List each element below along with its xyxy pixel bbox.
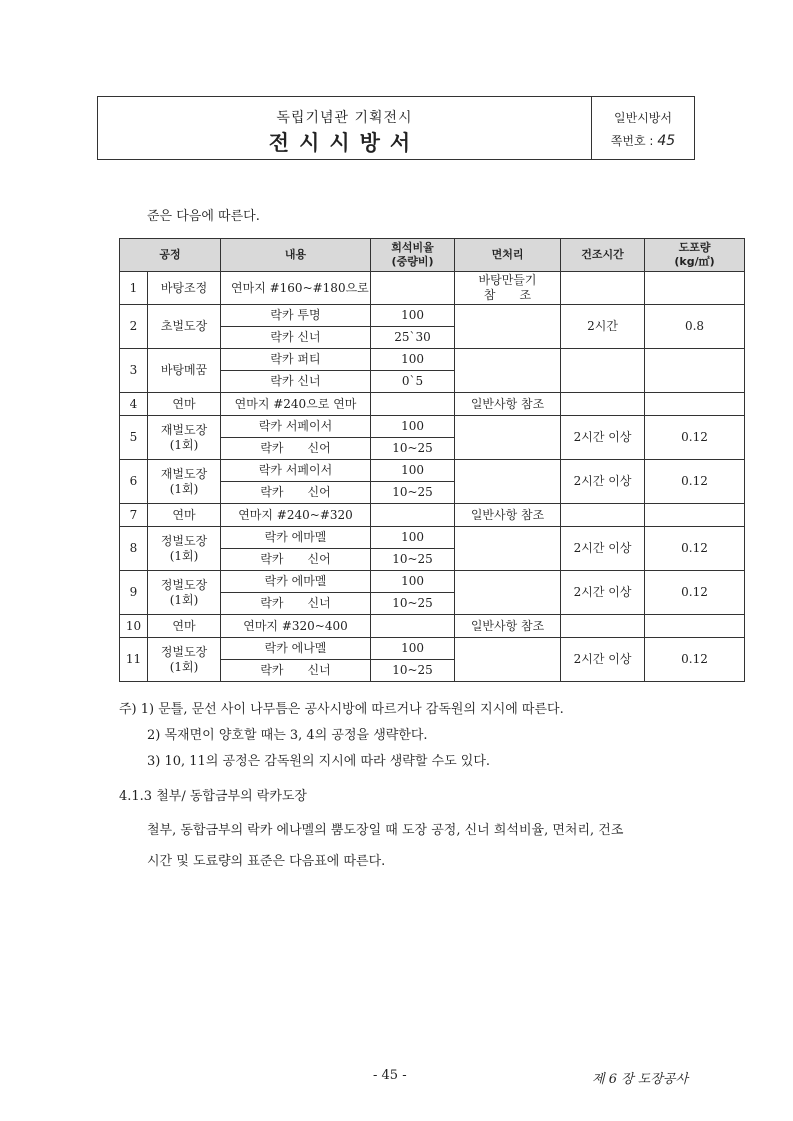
row-ratio — [371, 615, 455, 638]
row-no: 6 — [120, 460, 148, 504]
row-surface — [455, 349, 561, 393]
row-amount: 0.12 — [645, 527, 745, 571]
row-content: 연마지 #320~400 — [221, 615, 371, 638]
row-surface: 일반사항 참조 — [455, 615, 561, 638]
row-content: 락카 에마멜 — [221, 571, 371, 593]
header-process: 공정 — [120, 239, 221, 272]
row-ratio: 100 — [371, 305, 455, 327]
row-dry: 2시간 이상 — [561, 571, 645, 615]
row-ratio: 100 — [371, 571, 455, 593]
table-row — [120, 638, 745, 660]
row-no: 5 — [120, 416, 148, 460]
row-dry — [561, 272, 645, 305]
page-number: 45 — [657, 133, 676, 149]
note-2: 2) 목재면이 양호할 때는 3, 4의 공정을 생략한다. — [147, 728, 428, 743]
row-surface — [455, 416, 561, 460]
row-content: 락카 신어 — [221, 438, 371, 460]
row-amount — [645, 504, 745, 527]
row-ratio — [371, 504, 455, 527]
row-process: 재벌도장 (1회) — [148, 460, 221, 504]
section-body — [147, 815, 707, 877]
footer-page-number: - 45 - — [373, 1068, 407, 1083]
row-process: 정벌도장 (1회) — [148, 638, 221, 682]
header-dry-time: 건조시간 — [561, 239, 645, 272]
row-dry — [561, 615, 645, 638]
table-row — [120, 571, 745, 593]
section-title: 4.1.3 철부/ 동합금부의 락카도장 — [119, 789, 307, 804]
row-surface — [455, 527, 561, 571]
row-ratio: 10~25 — [371, 549, 455, 571]
table-row — [120, 349, 745, 371]
header-content: 내용 — [221, 239, 371, 272]
row-process: 초벌도장 — [148, 305, 221, 349]
row-surface: 일반사항 참조 — [455, 504, 561, 527]
row-process: 바탕메꿈 — [148, 349, 221, 393]
row-ratio: 100 — [371, 416, 455, 438]
row-amount — [645, 349, 745, 393]
row-process: 정벌도장 (1회) — [148, 571, 221, 615]
row-ratio: 10~25 — [371, 660, 455, 682]
row-process: 바탕조정 — [148, 272, 221, 305]
header-amount: 도포량 (kg/㎡) — [645, 239, 745, 272]
header-title-cell — [98, 97, 592, 159]
row-no: 7 — [120, 504, 148, 527]
table-row — [120, 305, 745, 327]
row-process: 연마 — [148, 504, 221, 527]
table-row — [120, 393, 745, 416]
row-content: 락카 신어 — [221, 482, 371, 504]
header-surface: 면처리 — [455, 239, 561, 272]
row-ratio: 100 — [371, 460, 455, 482]
row-dry — [561, 349, 645, 393]
row-surface — [455, 305, 561, 349]
row-content: 락카 에마멜 — [221, 527, 371, 549]
table-header-row — [120, 239, 745, 272]
row-no: 2 — [120, 305, 148, 349]
table-row — [120, 272, 745, 305]
header-title: 전시시방서 — [268, 131, 421, 155]
row-amount: 0.12 — [645, 460, 745, 504]
section-body-line-2: 시간 및 도료량의 표준은 다음표에 따른다. — [147, 854, 386, 869]
row-no: 1 — [120, 272, 148, 305]
table-row — [120, 416, 745, 438]
intro-text: 준은 다음에 따른다. — [147, 209, 260, 224]
table-row — [120, 460, 745, 482]
row-surface — [455, 571, 561, 615]
table-row — [120, 504, 745, 527]
note-3: 3) 10, 11의 공정은 감독원의 지시에 따라 생략할 수도 있다. — [147, 754, 491, 769]
header-ratio: 희석비율 (중량비) — [371, 239, 455, 272]
row-content: 락카 에나멜 — [221, 638, 371, 660]
row-content: 락카 신너 — [221, 660, 371, 682]
footer-chapter: 제 6 장 도장공사 — [592, 1072, 689, 1087]
doc-type: 일반시방서 — [614, 111, 672, 125]
painting-process-table — [119, 238, 745, 682]
row-ratio: 10~25 — [371, 593, 455, 615]
row-content: 락카 신너 — [221, 327, 371, 349]
row-dry: 2시간 이상 — [561, 416, 645, 460]
row-content: 락카 서페이서 — [221, 416, 371, 438]
page-indicator — [592, 132, 694, 149]
row-amount — [645, 393, 745, 416]
row-content: 락카 신어 — [221, 549, 371, 571]
row-surface — [455, 460, 561, 504]
row-dry — [561, 504, 645, 527]
row-content: 락카 신너 — [221, 371, 371, 393]
row-content: 락카 퍼티 — [221, 349, 371, 371]
row-ratio: 10~25 — [371, 482, 455, 504]
row-content: 연마지 #240으로 연마 — [221, 393, 371, 416]
note-1: 주) 1) 문틀, 문선 사이 나무틈은 공사시방에 따르거나 감독원의 지시에 따른다. — [119, 702, 564, 717]
row-ratio — [371, 272, 455, 305]
row-content: 락카 투명 — [221, 305, 371, 327]
row-surface — [455, 638, 561, 682]
row-dry: 2시간 이상 — [561, 527, 645, 571]
row-no: 10 — [120, 615, 148, 638]
row-dry: 2시간 이상 — [561, 638, 645, 682]
row-process: 정벌도장 (1회) — [148, 527, 221, 571]
row-ratio: 100 — [371, 349, 455, 371]
row-ratio — [371, 393, 455, 416]
row-amount: 0.12 — [645, 571, 745, 615]
row-dry: 2시간 — [561, 305, 645, 349]
row-ratio: 10~25 — [371, 438, 455, 460]
row-no: 11 — [120, 638, 148, 682]
row-content: 연마지 #160~#180으로 — [221, 272, 371, 305]
row-dry: 2시간 이상 — [561, 460, 645, 504]
row-process: 연마 — [148, 393, 221, 416]
row-ratio: 100 — [371, 527, 455, 549]
row-no: 8 — [120, 527, 148, 571]
row-process: 연마 — [148, 615, 221, 638]
row-no: 3 — [120, 349, 148, 393]
document-header — [97, 96, 695, 160]
row-surface: 바탕만들기 참 조 — [455, 272, 561, 305]
section-body-line-1: 철부, 동합금부의 락카 에나멜의 뿜도장일 때 도장 공정, 신너 희석비율, 면처리, 건조 — [147, 823, 624, 838]
row-no: 4 — [120, 393, 148, 416]
row-amount — [645, 272, 745, 305]
row-content: 락카 서페이서 — [221, 460, 371, 482]
row-content: 락카 신너 — [221, 593, 371, 615]
row-surface: 일반사항 참조 — [455, 393, 561, 416]
table-row — [120, 527, 745, 549]
header-meta-cell — [592, 97, 694, 159]
header-subtitle: 독립기념관 기획전시 — [276, 110, 413, 126]
row-amount — [645, 615, 745, 638]
row-dry — [561, 393, 645, 416]
row-content: 연마지 #240~#320 — [221, 504, 371, 527]
row-amount: 0.8 — [645, 305, 745, 349]
row-ratio: 0`5 — [371, 371, 455, 393]
page-label: 쪽번호 : — [610, 134, 654, 148]
row-amount: 0.12 — [645, 638, 745, 682]
row-ratio: 100 — [371, 638, 455, 660]
table-row — [120, 615, 745, 638]
row-ratio: 25`30 — [371, 327, 455, 349]
row-process: 재벌도장 (1회) — [148, 416, 221, 460]
row-amount: 0.12 — [645, 416, 745, 460]
row-no: 9 — [120, 571, 148, 615]
table-notes — [119, 697, 564, 775]
